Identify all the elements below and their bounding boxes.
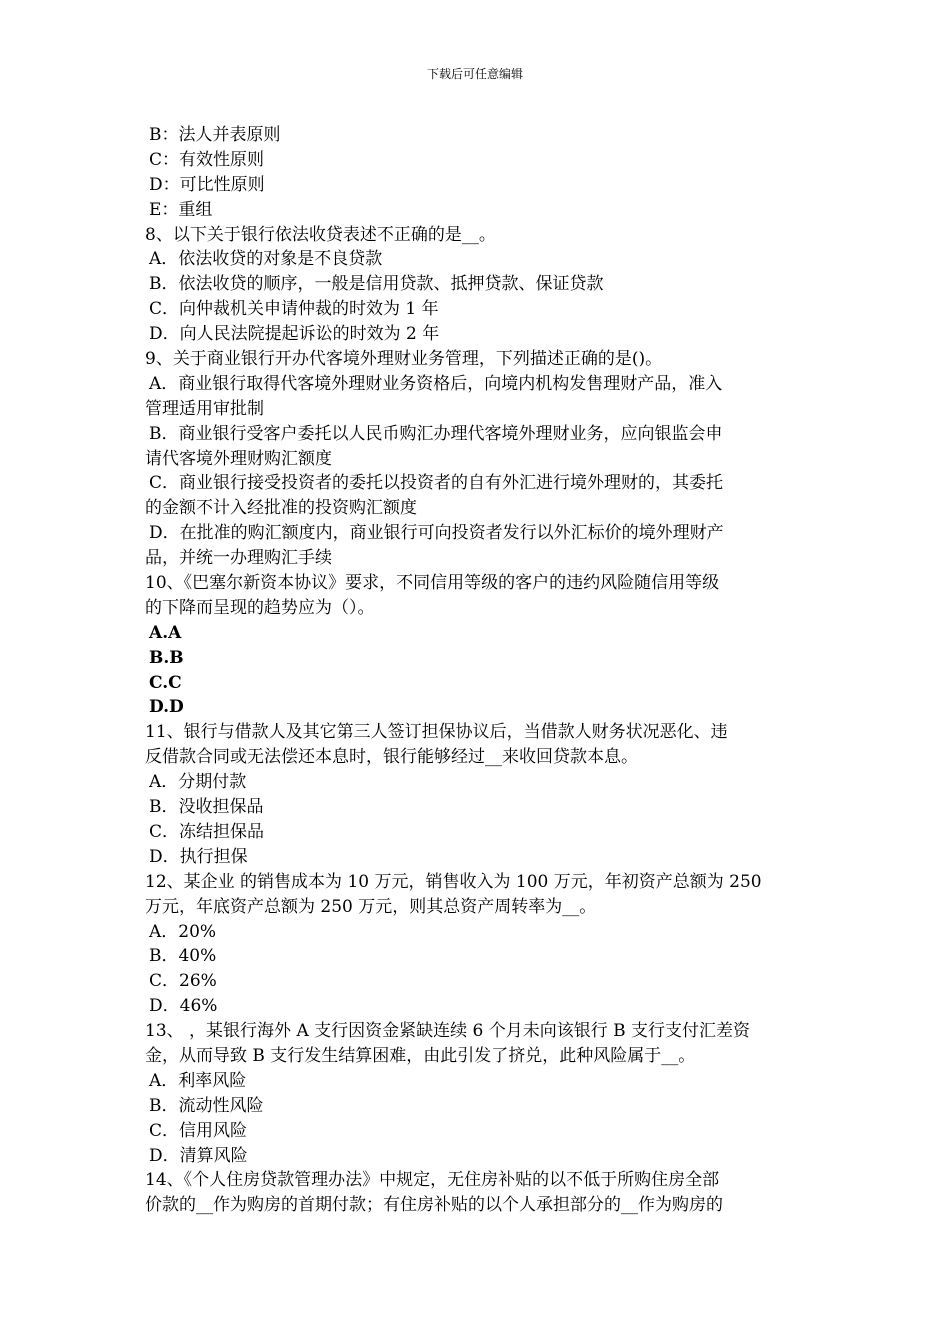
option-line: B．依法收贷的顺序，一般是信用贷款、抵押贷款、保证贷款: [149, 274, 604, 295]
continuation-line: 管理适用审批制: [145, 398, 264, 419]
continuation-line: 万元，年底资产总额为 250 万元，则其总资产周转率为__。: [145, 896, 597, 917]
option-line: D：可比性原则: [149, 174, 265, 195]
question-line: 11、银行与借款人及其它第三人签订担保协议后，当借款人财务状况恶化、违: [145, 722, 728, 743]
continuation-line: 的下降而呈现的趋势应为（）。: [145, 597, 375, 618]
option-line: A．分期付款: [149, 772, 247, 793]
option-line: C.C: [149, 672, 182, 693]
question-line: 10、《巴塞尔新资本协议》要求，不同信用等级的客户的违约风险随信用等级: [145, 573, 720, 594]
option-line: D．向人民法院提起诉讼的时效为 2 年: [149, 324, 440, 345]
option-line: E：重组: [149, 199, 213, 220]
option-line: C．向仲裁机关申请仲裁的时效为 1 年: [149, 299, 439, 320]
option-line: C．冻结担保品: [149, 821, 265, 842]
continuation-line: 品，并统一办理购汇手续: [145, 548, 332, 569]
option-line: B．没收担保品: [149, 797, 264, 818]
option-line: A.A: [149, 622, 182, 643]
option-line: B.B: [149, 647, 184, 668]
option-line: A．20%: [149, 921, 217, 942]
option-line: A．依法收贷的对象是不良贷款: [149, 249, 383, 270]
continuation-line: 金，从而导致 B 支行发生结算困难，由此引发了挤兑，此种风险属于__。: [145, 1045, 696, 1066]
option-line: C．商业银行接受投资者的委托以投资者的自有外汇进行境外理财的，其委托: [149, 473, 724, 494]
option-line: D．执行担保: [149, 846, 248, 867]
continuation-line: 价款的__作为购房的首期付款；有住房补贴的以个人承担部分的__作为购房的: [145, 1195, 723, 1216]
continuation-line: 反借款合同或无法偿还本息时，银行能够经过__来收回贷款本息。: [145, 747, 638, 768]
option-line: D.D: [149, 697, 184, 718]
question-line: 12、某企业 的销售成本为 10 万元，销售收入为 100 万元，年初资产总额为 250: [145, 871, 762, 892]
option-line: C：有效性原则: [149, 149, 265, 170]
option-line: C．26%: [149, 971, 217, 992]
question-line: 14、《个人住房贷款管理办法》中规定，无住房补贴的以不低于所购住房全部: [145, 1170, 720, 1191]
option-line: D．46%: [149, 996, 218, 1017]
option-line: A．利率风险: [149, 1070, 247, 1091]
question-line: 9、关于商业银行开办代客境外理财业务管理，下列描述正确的是()。: [145, 349, 663, 370]
continuation-line: 请代客境外理财购汇额度: [145, 448, 332, 469]
question-line: 8、以下关于银行依法收贷表述不正确的是__。: [145, 224, 496, 245]
option-line: A．商业银行取得代客境外理财业务资格后，向境内机构发售理财产品，准入: [149, 373, 723, 394]
continuation-line: 的金额不计入经批准的投资购汇额度: [145, 498, 417, 519]
document-body: [145, 123, 810, 1218]
option-line: B．商业银行受客户委托以人民币购汇办理代客境外理财业务，应向银监会申: [149, 423, 723, 444]
option-line: D．在批准的购汇额度内，商业银行可向投资者发行以外汇标价的境外理财产: [149, 523, 724, 544]
question-line: 13、 ，某银行海外 A 支行因资金紧缺连续 6 个月未向该银行 B 支行支付汇差资: [145, 1021, 751, 1042]
option-line: D．清算风险: [149, 1145, 248, 1166]
option-line: B．流动性风险: [149, 1095, 264, 1116]
option-line: B：法人并表原则: [149, 125, 281, 145]
option-line: B．40%: [149, 946, 217, 967]
option-line: C．信用风险: [149, 1120, 248, 1141]
page-header: 下载后可任意编辑: [426, 67, 523, 81]
